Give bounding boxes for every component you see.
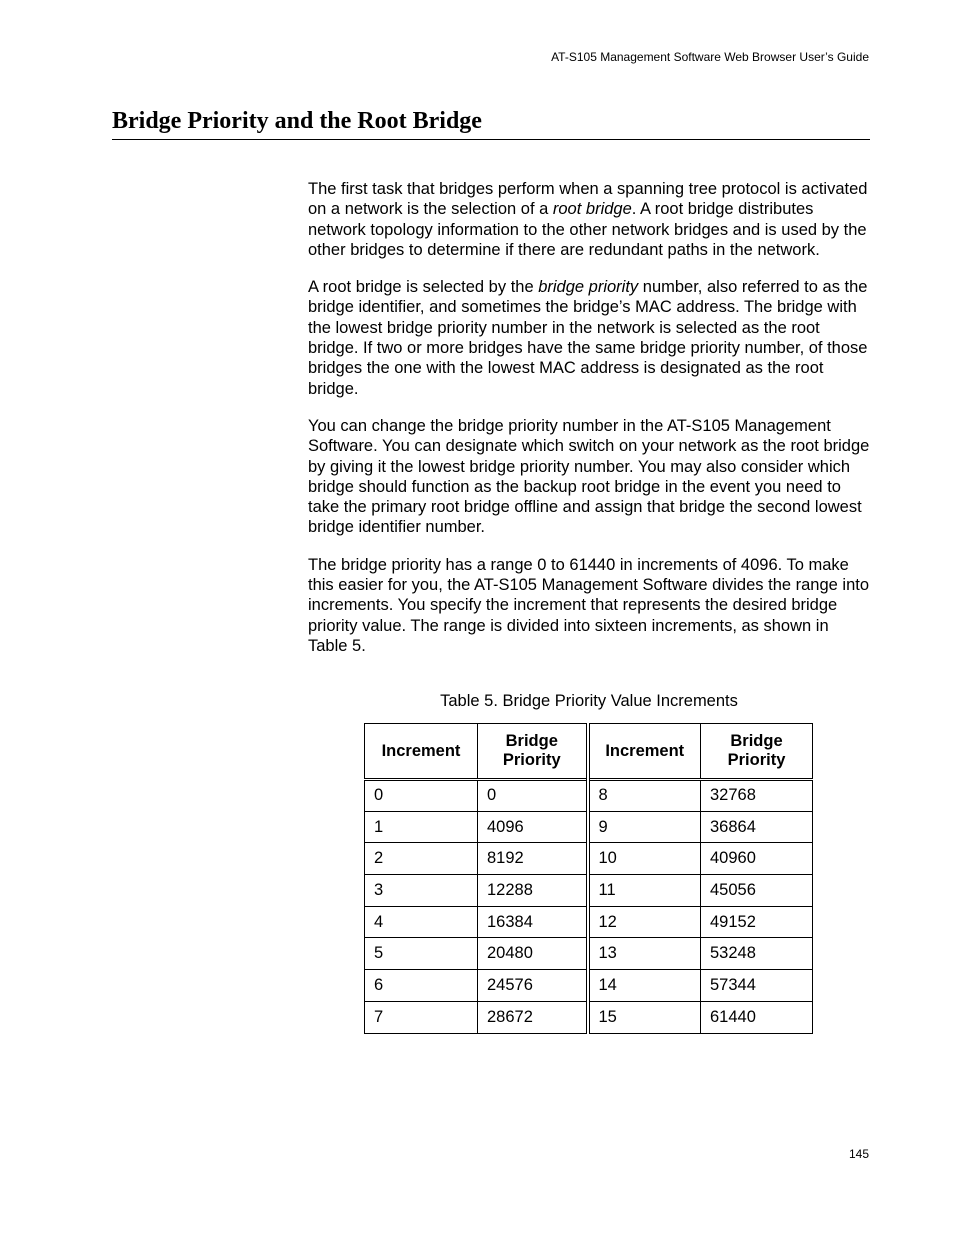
table-row	[365, 811, 813, 843]
table-body	[365, 780, 813, 1034]
paragraph-4: The bridge priority has a range 0 to 61440 in increments of 4096. To make this easier for you, the AT-S105 Management Software divides the range into increments. You specify the increment that represents the desired bridge priority value. The range is divided into sixteen increments, as shown in Table 5.	[308, 555, 870, 655]
header-increment-2: Increment	[588, 724, 701, 780]
paragraph-1-text-a: The first task that bridges perform when a spanning tree protocol is activated on a network is the selection of a	[308, 180, 868, 219]
cell-bridge-priority-1: 16384	[478, 906, 588, 938]
cell-bridge-priority-2: 40960	[701, 843, 813, 875]
paragraph-1-italic: root bridge	[552, 200, 632, 219]
cell-increment-1: 1	[365, 811, 478, 843]
cell-bridge-priority-2: 53248	[701, 938, 813, 970]
running-header: AT-S105 Management Software Web Browser User’s Guide	[551, 50, 869, 64]
table-row	[365, 875, 813, 907]
cell-increment-1: 4	[365, 906, 478, 938]
cell-increment-2: 13	[588, 938, 701, 970]
header-bridge-priority-1: Bridge Priority	[478, 724, 588, 780]
table-row	[365, 843, 813, 875]
cell-bridge-priority-1: 0	[478, 780, 588, 812]
cell-increment-2: 15	[588, 1001, 701, 1033]
cell-bridge-priority-2: 49152	[701, 906, 813, 938]
paragraph-2	[308, 277, 870, 399]
cell-bridge-priority-1: 8192	[478, 843, 588, 875]
cell-bridge-priority-2: 61440	[701, 1001, 813, 1033]
table-caption: Table 5. Bridge Priority Value Increments	[440, 692, 738, 710]
table-row	[365, 906, 813, 938]
body-text	[308, 179, 870, 673]
cell-increment-1: 3	[365, 875, 478, 907]
page-number: 145	[848, 1147, 869, 1161]
cell-increment-2: 14	[588, 970, 701, 1002]
cell-increment-2: 12	[588, 906, 701, 938]
paragraph-1-text-b: . A root bridge distributes network topology information to the other network bridges and is used by the other bridges to determine if there are redundant paths in the network.	[308, 200, 867, 259]
cell-increment-1: 0	[365, 780, 478, 812]
table-row	[365, 938, 813, 970]
bridge-priority-table	[364, 723, 813, 1034]
paragraph-1	[308, 179, 870, 260]
cell-bridge-priority-2: 57344	[701, 970, 813, 1002]
cell-increment-2: 9	[588, 811, 701, 843]
cell-bridge-priority-1: 28672	[478, 1001, 588, 1033]
cell-bridge-priority-2: 32768	[701, 780, 813, 812]
table-row	[365, 1001, 813, 1033]
paragraph-2-italic: bridge priority	[538, 278, 639, 297]
table-row	[365, 970, 813, 1002]
header-bridge-priority-2: Bridge Priority	[701, 724, 813, 780]
paragraph-3: You can change the bridge priority number in the AT-S105 Management Software. You can designate which switch on your network as the root bridge by giving it the lowest bridge priority number. You may also consider which bridge should function as the backup root bridge in the event you need to take the primary root bridge offline and assign that bridge the second lowest bridge identifier number.	[308, 416, 870, 537]
cell-increment-2: 11	[588, 875, 701, 907]
cell-increment-1: 6	[365, 970, 478, 1002]
cell-bridge-priority-1: 24576	[478, 970, 588, 1002]
paragraph-2-text-a: A root bridge is selected by the	[308, 278, 539, 297]
cell-increment-1: 2	[365, 843, 478, 875]
cell-bridge-priority-2: 36864	[701, 811, 813, 843]
cell-increment-2: 8	[588, 780, 701, 812]
cell-bridge-priority-1: 20480	[478, 938, 588, 970]
table-header-row	[365, 724, 813, 780]
section-title: Bridge Priority and the Root Bridge	[112, 107, 870, 140]
cell-bridge-priority-1: 12288	[478, 875, 588, 907]
cell-increment-1: 7	[365, 1001, 478, 1033]
table-row	[365, 780, 813, 812]
header-increment-1: Increment	[365, 724, 478, 780]
cell-bridge-priority-1: 4096	[478, 811, 588, 843]
cell-bridge-priority-2: 45056	[701, 875, 813, 907]
paragraph-2-text-b: number, also referred to as the bridge identifier, and sometimes the bridge’s MAC address. The bridge with the lowest bridge priority number in the network is selected as the root bridge. If two or more bridges have the same bridge priority number, of those bridges the one with the lowest MAC address is designated as the root bridge.	[308, 278, 868, 398]
cell-increment-2: 10	[588, 843, 701, 875]
cell-increment-1: 5	[365, 938, 478, 970]
